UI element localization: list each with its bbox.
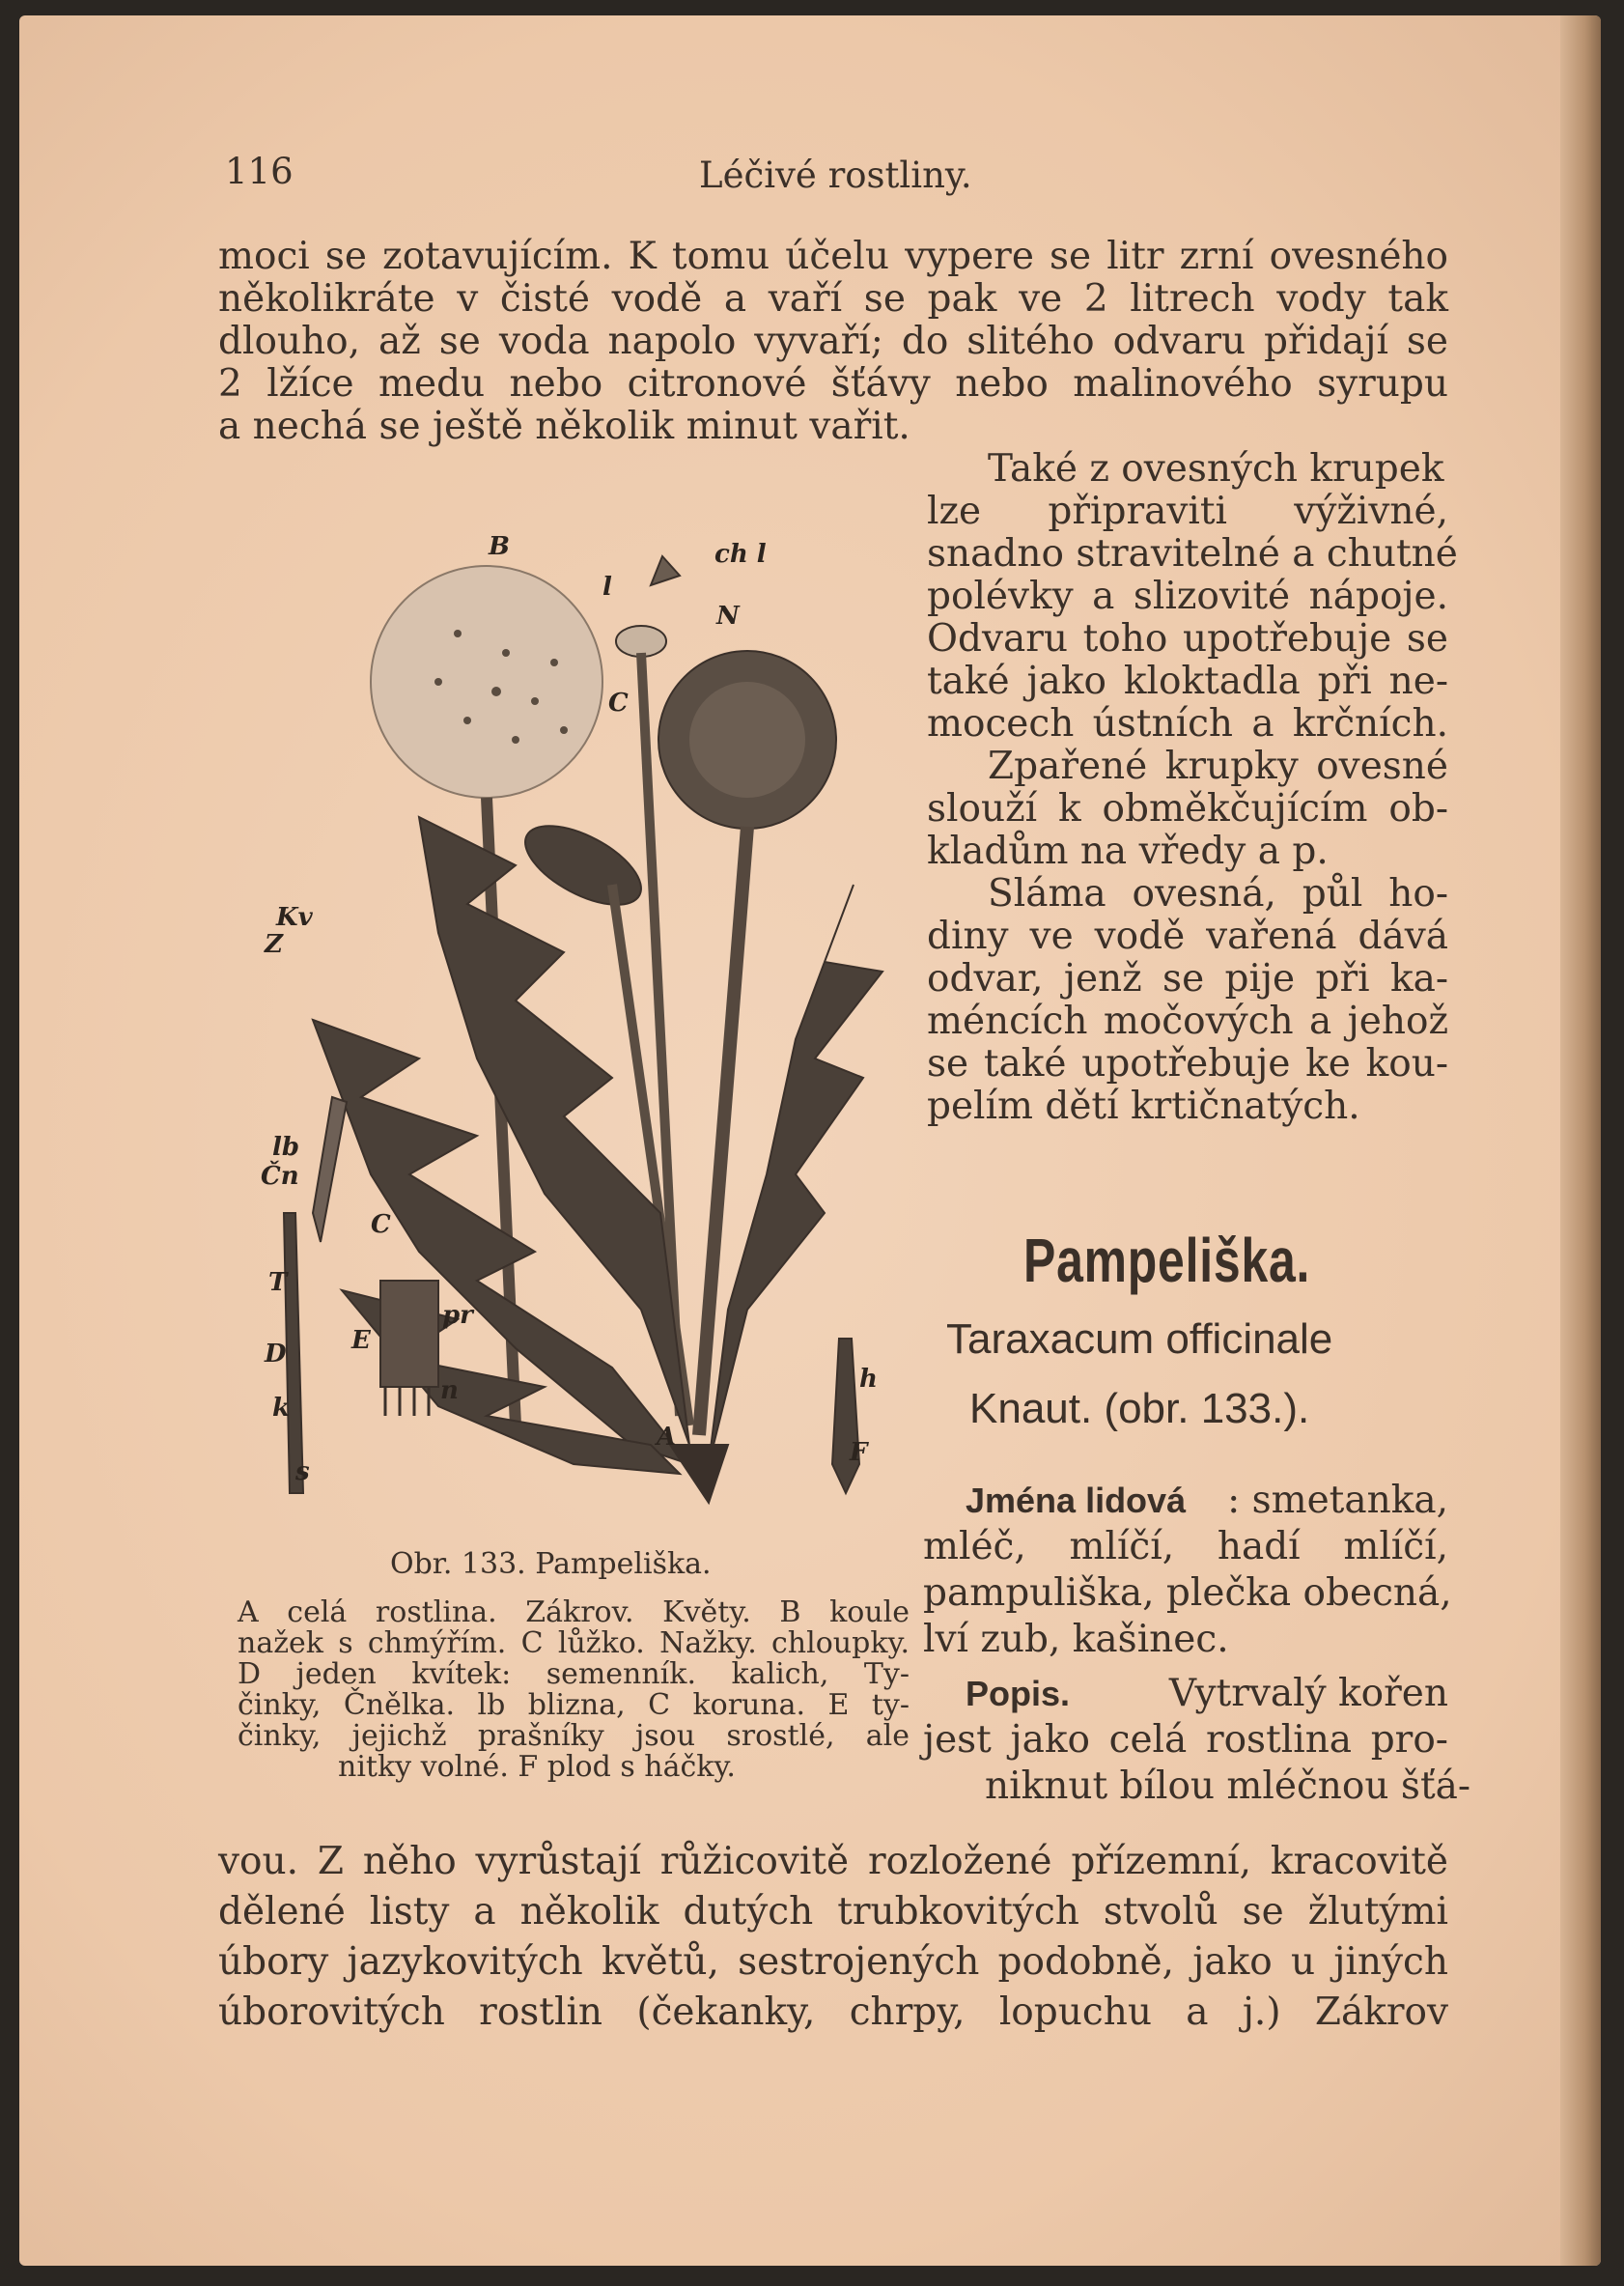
folk-names-text: : smetanka, — [1227, 1479, 1448, 1522]
description-label: Popis. — [966, 1674, 1071, 1713]
text-line: kladům na vředy a p. — [927, 830, 1329, 873]
figure-label: l — [602, 573, 612, 602]
text-line: úborovitých rostlin (čekanky, chrpy, lopuchu a j.) Zákrov — [218, 1990, 1448, 2034]
text-line: mocech ústních a krčních. — [927, 702, 1448, 746]
figure-label: pr — [442, 1301, 473, 1330]
description-line — [966, 1673, 1448, 1715]
text-line: a nechá se ještě několik minut vařit. — [218, 405, 910, 448]
dandelion-illustration — [226, 518, 921, 1532]
figure-label: h — [859, 1365, 878, 1394]
text-line: Také z ovesných krupek — [988, 447, 1444, 491]
text-line: lze připraviti výživné, — [927, 490, 1448, 533]
figure-caption-line: nitky volné. F plod s háčky. — [338, 1750, 736, 1784]
text-line: diny ve vodě vařená dává — [927, 915, 1448, 958]
running-title: Léčivé rostliny. — [699, 155, 972, 196]
achene — [284, 1213, 303, 1493]
folk-names-label: Jména lidová — [966, 1481, 1187, 1520]
figure-label: N — [716, 602, 740, 631]
text-line: mléč, mlíčí, hadí mlíčí, — [923, 1525, 1448, 1568]
book-page — [19, 15, 1601, 2266]
text-line: odvar, jenž se pije při ka- — [927, 957, 1448, 1001]
figure-caption-line: A celá rostlina. Zákrov. Květy. B koule — [238, 1595, 910, 1629]
figure-label: C — [608, 689, 629, 718]
text-line: se také upotřebuje ke kou- — [927, 1042, 1448, 1086]
folk-names-line — [966, 1480, 1448, 1522]
figure-caption-line: D jeden kvítek: semenník. kalich, Ty- — [238, 1657, 910, 1691]
text-line: slouží k obměkčujícím ob- — [927, 787, 1448, 831]
figure-label: C — [371, 1210, 391, 1239]
fruit — [832, 1339, 859, 1493]
text-line: pampuliška, plečka obecná, — [923, 1571, 1452, 1615]
figure-label: k — [272, 1394, 291, 1423]
text-line: dlouho, až se voda napolo vyvaří; do slitého odvaru přidají se — [218, 320, 1448, 363]
text-line: pelím dětí krtičnatých. — [927, 1085, 1360, 1128]
text-line: jest jako celá rostlina pro- — [923, 1718, 1448, 1762]
text-line: dělené listy a několik dutých trubkovitých stvolů se žlutými — [218, 1890, 1448, 1933]
text-line: 2 lžíce medu nebo citronové šťávy nebo malinového syrupu — [218, 362, 1448, 406]
text-line: několikráte v čisté vodě a vaří se pak ve 2 litrech vody tak — [218, 277, 1448, 321]
figure-label: Kv — [276, 903, 313, 932]
figure-caption-title: Obr. 133. Pampeliška. — [390, 1547, 712, 1581]
text-line: také jako kloktadla při ne- — [927, 660, 1448, 703]
figure-caption-line: činky, Čnělka. lb blizna, C koruna. E ty- — [238, 1688, 910, 1722]
figure-label: Čn — [261, 1162, 299, 1191]
receptacle — [616, 626, 666, 657]
figure-label: A — [657, 1423, 677, 1452]
text-line: Zpařené krupky ovesné — [988, 745, 1448, 788]
page-edge-shadow — [1560, 15, 1601, 2266]
figure-label: s — [295, 1457, 310, 1486]
text-line: méncích močových a jehož — [927, 1000, 1448, 1043]
section-title: Pampeliška. — [1023, 1226, 1311, 1295]
figure-label: Z — [265, 930, 283, 959]
figure-caption-line: nažek s chmýřím. C lůžko. Nažky. chloupky. — [238, 1626, 910, 1660]
figure-label: B — [489, 532, 510, 561]
figure-label: lb — [272, 1133, 300, 1162]
flower-bud — [514, 810, 654, 921]
figure-caption-line: činky, jejichž prašníky jsou srostlé, ale — [238, 1719, 910, 1753]
figure-label: E — [351, 1326, 371, 1355]
page-number: 116 — [225, 151, 294, 192]
figure-label: F — [850, 1438, 868, 1467]
latin-name: Taraxacum officinale — [946, 1315, 1333, 1363]
text-line: snadno stravitelné a chutné — [927, 532, 1458, 576]
figure-label: D — [265, 1340, 287, 1369]
text-line: moci se zotavujícím. K tomu účelu vypere se litr zrní ovesného — [218, 235, 1448, 278]
stamens — [380, 1281, 438, 1387]
text-line: Sláma ovesná, půl ho- — [988, 872, 1448, 916]
text-line: polévky a slizovité nápoje. — [927, 575, 1448, 618]
figure-label: n — [440, 1376, 459, 1405]
figure-label: ch l — [714, 540, 767, 569]
text-line: lví zub, kašinec. — [923, 1618, 1229, 1661]
seed-ball — [371, 566, 602, 798]
figure-label: T — [268, 1268, 288, 1297]
description-text: Vytrvalý kořen — [1168, 1672, 1448, 1715]
text-line: Odvaru toho upotřebuje se — [927, 617, 1448, 661]
text-line: niknut bílou mléčnou šťá- — [985, 1764, 1471, 1808]
text-line: úbory jazykovitých květů, sestrojených podobně, jako u jiných — [218, 1940, 1448, 1984]
author-citation: Knaut. (obr. 133.). — [969, 1385, 1310, 1432]
text-line: vou. Z něho vyrůstají růžicovitě rozložené přízemní, kracovitě — [218, 1840, 1448, 1883]
